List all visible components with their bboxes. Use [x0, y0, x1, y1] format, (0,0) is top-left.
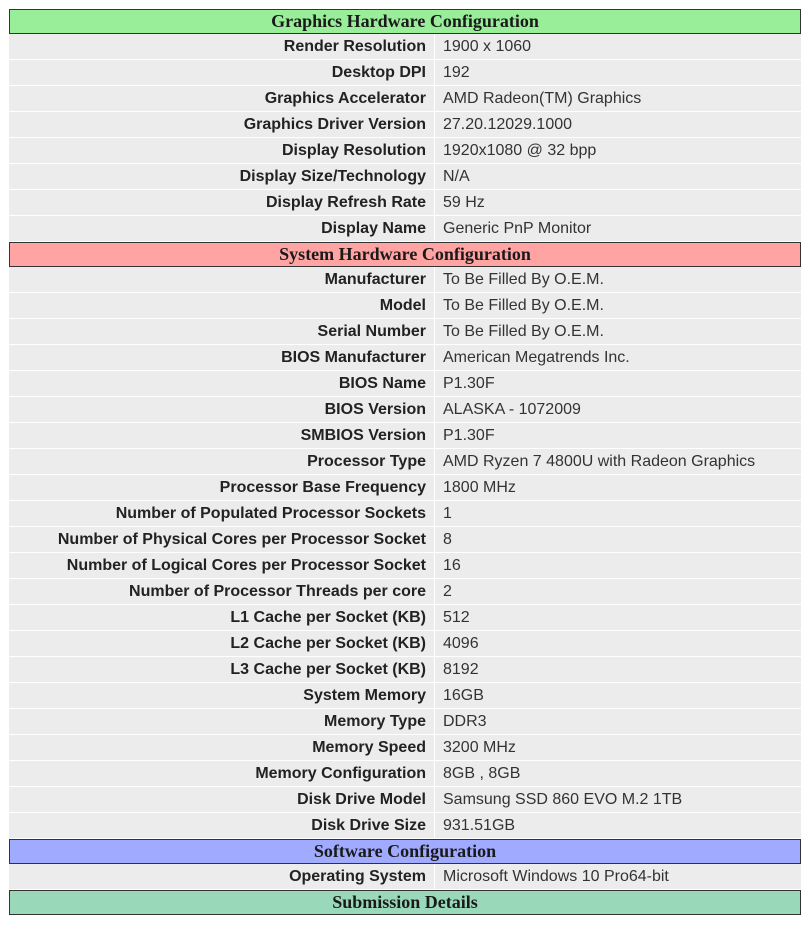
row-label: Number of Processor Threads per core [9, 579, 435, 605]
row-value: 931.51GB [435, 813, 801, 839]
row-value: N/A [435, 164, 801, 190]
row-label: BIOS Manufacturer [9, 345, 435, 371]
row-value: 1800 MHz [435, 475, 801, 501]
row-value: Microsoft Windows 10 Pro64-bit [435, 864, 801, 890]
table-row [9, 605, 801, 631]
row-value: 8GB , 8GB [435, 761, 801, 787]
table-row [9, 34, 801, 60]
table-row [9, 267, 801, 293]
row-value: ALASKA - 1072009 [435, 397, 801, 423]
row-value: 4096 [435, 631, 801, 657]
table-row [9, 164, 801, 190]
row-label: Display Refresh Rate [9, 190, 435, 216]
row-label: Number of Physical Cores per Processor Socket [9, 527, 435, 553]
row-value: 27.20.12029.1000 [435, 112, 801, 138]
row-label: Disk Drive Size [9, 813, 435, 839]
submission-section-header [9, 890, 801, 915]
row-value: 192 [435, 60, 801, 86]
table-row [9, 86, 801, 112]
table-row [9, 813, 801, 839]
section-title: Software Configuration [9, 839, 801, 864]
row-label: L2 Cache per Socket (KB) [9, 631, 435, 657]
row-label: Processor Base Frequency [9, 475, 435, 501]
row-value: 1 [435, 501, 801, 527]
row-label: Render Resolution [9, 34, 435, 60]
table-row [9, 138, 801, 164]
graphics-section-header [9, 9, 801, 34]
table-row [9, 864, 801, 890]
table-row [9, 579, 801, 605]
system-section-header [9, 242, 801, 267]
row-label: Display Size/Technology [9, 164, 435, 190]
row-value: P1.30F [435, 371, 801, 397]
row-label: L3 Cache per Socket (KB) [9, 657, 435, 683]
table-row [9, 112, 801, 138]
row-label: Desktop DPI [9, 60, 435, 86]
table-row [9, 449, 801, 475]
row-label: Graphics Driver Version [9, 112, 435, 138]
table-row [9, 190, 801, 216]
table-row [9, 371, 801, 397]
row-value: 2 [435, 579, 801, 605]
row-value: P1.30F [435, 423, 801, 449]
row-value: To Be Filled By O.E.M. [435, 293, 801, 319]
row-value: Samsung SSD 860 EVO M.2 1TB [435, 787, 801, 813]
row-label: L1 Cache per Socket (KB) [9, 605, 435, 631]
table-row [9, 475, 801, 501]
row-value: Generic PnP Monitor [435, 216, 801, 242]
row-value: 8192 [435, 657, 801, 683]
row-value: 1900 x 1060 [435, 34, 801, 60]
table-row [9, 60, 801, 86]
row-label: Model [9, 293, 435, 319]
table-row [9, 735, 801, 761]
table-row [9, 293, 801, 319]
row-value: 8 [435, 527, 801, 553]
row-value: To Be Filled By O.E.M. [435, 319, 801, 345]
row-value: 3200 MHz [435, 735, 801, 761]
row-label: Disk Drive Model [9, 787, 435, 813]
table-row [9, 319, 801, 345]
row-label: Processor Type [9, 449, 435, 475]
table-row [9, 527, 801, 553]
row-label: Serial Number [9, 319, 435, 345]
row-value: AMD Radeon(TM) Graphics [435, 86, 801, 112]
row-value: 16 [435, 553, 801, 579]
row-value: American Megatrends Inc. [435, 345, 801, 371]
table-row [9, 761, 801, 787]
section-title: Graphics Hardware Configuration [9, 9, 801, 34]
row-label: Display Resolution [9, 138, 435, 164]
row-label: Display Name [9, 216, 435, 242]
row-label: SMBIOS Version [9, 423, 435, 449]
row-label: Manufacturer [9, 267, 435, 293]
table-row [9, 553, 801, 579]
row-label: Memory Configuration [9, 761, 435, 787]
row-value: AMD Ryzen 7 4800U with Radeon Graphics [435, 449, 801, 475]
table-row [9, 501, 801, 527]
row-value: 1920x1080 @ 32 bpp [435, 138, 801, 164]
section-title: Submission Details [9, 890, 801, 915]
row-value: DDR3 [435, 709, 801, 735]
row-label: Memory Type [9, 709, 435, 735]
row-label: Memory Speed [9, 735, 435, 761]
row-value: To Be Filled By O.E.M. [435, 267, 801, 293]
row-label: Operating System [9, 864, 435, 890]
row-value: 16GB [435, 683, 801, 709]
row-label: Graphics Accelerator [9, 86, 435, 112]
row-value: 512 [435, 605, 801, 631]
table-row [9, 423, 801, 449]
row-label: System Memory [9, 683, 435, 709]
table-row [9, 657, 801, 683]
table-row [9, 709, 801, 735]
table-row [9, 683, 801, 709]
row-label: BIOS Version [9, 397, 435, 423]
row-label: Number of Populated Processor Sockets [9, 501, 435, 527]
table-row [9, 345, 801, 371]
configuration-table [9, 9, 801, 915]
row-label: Number of Logical Cores per Processor Socket [9, 553, 435, 579]
software-section-header [9, 839, 801, 864]
row-value: 59 Hz [435, 190, 801, 216]
row-label: BIOS Name [9, 371, 435, 397]
section-title: System Hardware Configuration [9, 242, 801, 267]
table-row [9, 631, 801, 657]
table-row [9, 216, 801, 242]
table-row [9, 787, 801, 813]
table-row [9, 397, 801, 423]
